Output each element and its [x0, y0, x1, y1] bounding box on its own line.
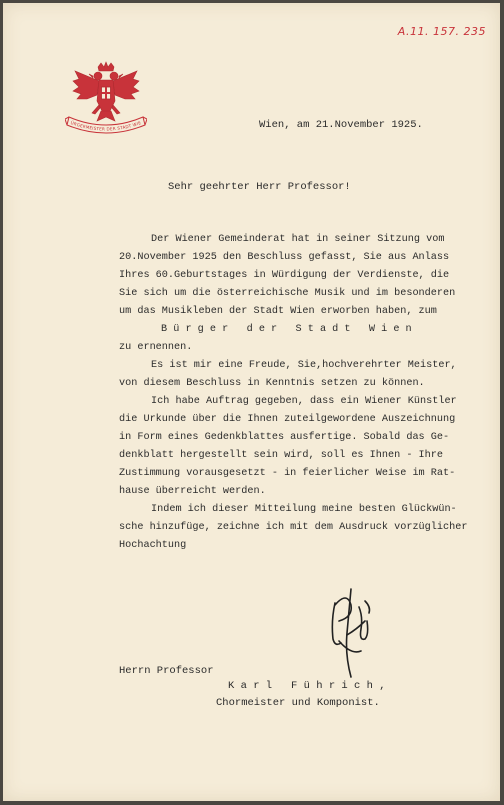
recipient-line: Herrn Professor — [119, 665, 214, 677]
letter-date: Wien, am 21.November 1925. — [259, 119, 423, 131]
body-line: hause überreicht werden. — [119, 486, 266, 497]
body-line: Ich habe Auftrag gegeben, dass ein Wiener Künstler — [151, 396, 457, 407]
crest-motto: ÜRGERMEISTER DER STADT WIE — [69, 119, 142, 132]
body-line: zu ernennen. — [119, 342, 193, 353]
body-line: Es ist mir eine Freude, Sie,hochverehrter Meister, — [151, 360, 457, 371]
body-line: Ihres 60.Geburtstages in Würdigung der Verdienste, die — [119, 270, 450, 281]
body-line: Zustimmung vorausgesetzt - in feierlicher Weise im Rat- — [119, 468, 456, 479]
body-line: Sie sich um die österreichische Musik und im besonderen — [119, 288, 456, 299]
honorary-title: B ü r g e r d e r S t a d t W i e n — [161, 324, 412, 335]
signer-title: Chormeister und Komponist. — [216, 697, 380, 709]
vienna-coat-of-arms-icon — [65, 61, 147, 139]
salutation: Sehr geehrter Herr Professor! — [168, 181, 351, 193]
body-line: die Urkunde über die Ihnen zuteilgewordene Auszeichnung — [119, 414, 456, 425]
letter-page — [3, 3, 500, 801]
body-line: in Form eines Gedenkblattes ausfertige. Sobald das Ge- — [119, 432, 450, 443]
body-line: denkblatt hergestellt sein wird, soll es Ihnen - Ihre — [119, 450, 444, 461]
body-line: von diesem Beschluss in Kenntnis setzen zu können. — [119, 378, 425, 389]
signer-name: K a r l F ü h r i c h , — [228, 680, 386, 692]
body-line: Indem ich dieser Mitteilung meine besten Glückwün- — [151, 504, 457, 515]
body-line: Hochachtung — [119, 540, 187, 551]
body-line: 20.November 1925 den Beschluss gefasst, Sie aus Anlass — [119, 252, 450, 263]
handwritten-signature — [321, 581, 379, 681]
body-line: sche hinzufüge, zeichne ich mit dem Ausdruck vorzüglicher — [119, 522, 468, 533]
letter-body — [119, 231, 479, 555]
archive-reference: A.11. 157. 235 — [397, 25, 486, 38]
body-line: um das Musikleben der Stadt Wien erworben haben, zum — [119, 306, 437, 317]
body-line: Der Wiener Gemeinderat hat in seiner Sitzung vom — [151, 234, 445, 245]
